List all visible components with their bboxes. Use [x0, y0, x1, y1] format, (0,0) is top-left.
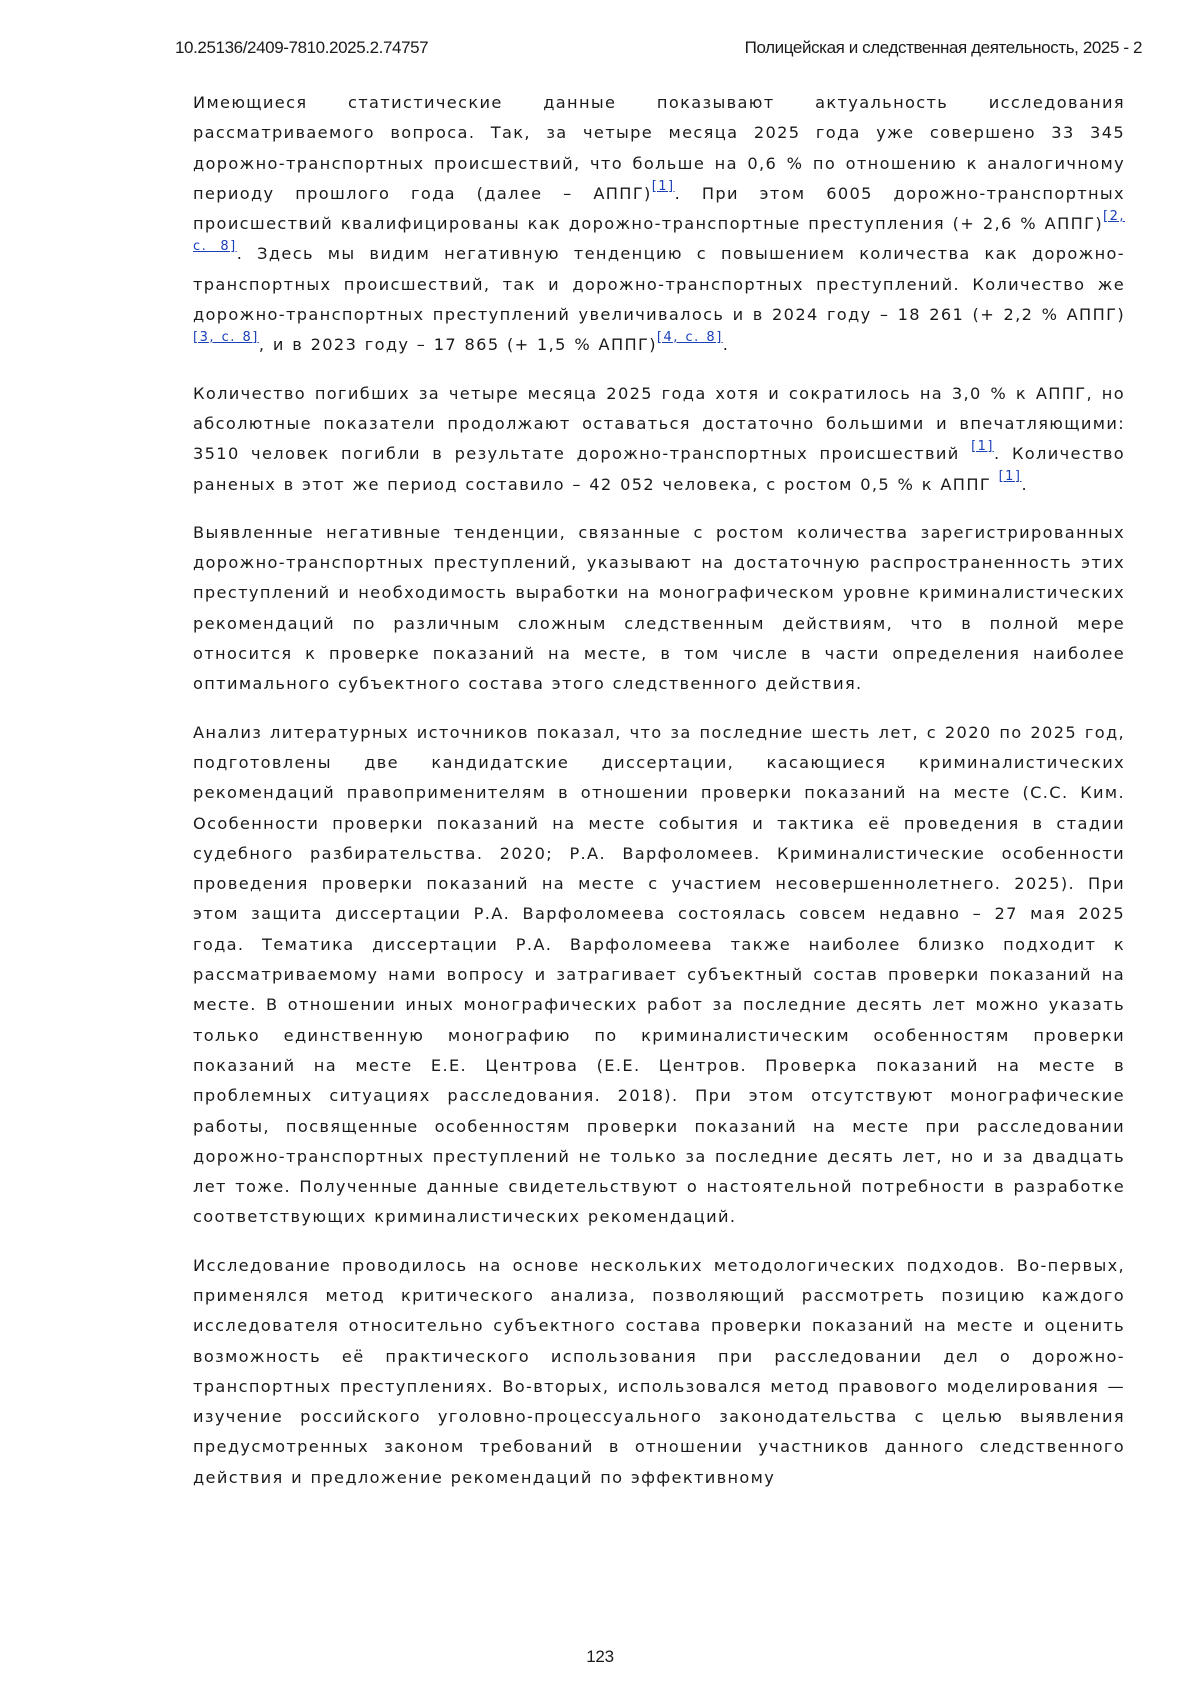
- paragraph-4: [193, 718, 1125, 1233]
- paragraph-text: Анализ литературных источников показал, что за последние шесть лет, с 2020 по 2025 год, подготовлены две кандидатские диссертации, касающиеся криминалистических рекомендаций правоприменителям в отношении проверки показаний на месте (С.С. Ким. Особенности проверки показаний на месте события и тактика её проведения в стадии судебного разбирательства. 2020; Р.А. Варфоломеев. Криминалистические особенности проведения проверки показаний на месте с участием несовершеннолетнего. 2025). При этом защита диссертации Р.А. Варфоломеева состоялась совсем недавно – 27 мая 2025 года. Тематика диссертации Р.А. Варфоломеева также наиболее близко подходит к рассматриваемому нами вопросу и затрагивает субъектный состав проверки показаний на месте. В отношении иных монографических работ за последние десять лет можно указать только единственную монографию по криминалистическим особенностям проверки показаний на месте Е.Е. Центрова (Е.Е. Центров. Проверка показаний на месте в проблемных ситуациях расследования. 2018). При этом отсутствуют монографические работы, посвященные особенностям проверки показаний на месте при расследовании дорожно-транспортных преступлений не только за последние десять лет, но и за двадцать лет тоже. Полученные данные свидетельствуют о настоятельной потребности в разработке соответствующих криминалистических рекомендаций.: [193, 722, 1125, 1227]
- paragraph-text: Имеющиеся статистические данные показывают актуальность исследования рассматриваемого вопроса. Так, за четыре месяца 2025 года уже совершено 33 345 дорожно-транспортных происшествий, что больше на 0,6 % по отношению к аналогичному периоду прошлого года (далее – АППГ): [193, 93, 1125, 203]
- paragraph-text: .: [1021, 474, 1028, 494]
- paragraph-text: , и в 2023 году – 17 865 (+ 1,5 % АППГ): [258, 335, 657, 355]
- reference-link[interactable]: [1]: [651, 178, 675, 194]
- paragraph-2: [193, 379, 1125, 500]
- paragraph-5: [193, 1251, 1125, 1493]
- reference-link[interactable]: [1]: [998, 469, 1022, 485]
- reference-link[interactable]: [2, с. 8]: [193, 208, 1125, 255]
- journal-title: Полицейская и следственная деятельность, 2025 - 2: [744, 38, 1142, 57]
- reference-link[interactable]: [4, с. 8]: [656, 329, 723, 345]
- paragraph-text: Исследование проводилось на основе нескольких методологических подходов. Во-первых, применялся метод критического анализа, позволяющий рассмотреть позицию каждого исследователя относительно субъектного состава проверки показаний на месте и оценить возможность её практического использования при расследовании дел о дорожно-транспортных преступлениях. Во-вторых, использовался метод правового моделирования — изучение российского уголовно-процессуального законодательства с целью выявления предусмотренных законом требований в отношении участников данного следственного действия и предложение рекомендаций по эффективному: [193, 1255, 1125, 1487]
- reference-link[interactable]: [1]: [971, 438, 994, 454]
- reference-link[interactable]: [3, с. 8]: [193, 329, 259, 345]
- paragraph-3: [193, 518, 1125, 700]
- article-body: [193, 88, 1125, 1511]
- paragraph-text: Выявленные негативные тенденции, связанные с ростом количества зарегистрированных дорожно-транспортных преступлений, указывают на достаточную распространенность этих преступлений и необходимость выработки на монографическом уровне криминалистических рекомендаций по различным сложным следственным действиям, что в полной мере относится к проверке показаний на месте, в том числе в части определения наиболее оптимального субъектного состава этого следственного действия.: [193, 522, 1125, 694]
- paragraph-text: . При этом 6005 дорожно-транспортных происшествий квалифицированы как дорожно-транспортные преступления (+ 2,6 % АППГ): [193, 183, 1125, 234]
- page-number: 123: [586, 1647, 614, 1666]
- paragraph-text: Количество погибших за четыре месяца 2025 года хотя и сократилось на 3,0 % к АППГ, но абсолютные показатели продолжают оставаться достаточно большими и впечатляющими: 3510 человек погибли в результате дорожно-транспортных происшествий: [193, 383, 1125, 464]
- running-header: [175, 38, 1142, 62]
- paragraph-1: [193, 88, 1125, 361]
- doi-label: 10.25136/2409-7810.2025.2.74757: [175, 38, 429, 57]
- paragraph-text: . Количество раненых в этот же период составило – 42 052 человека, с ростом 0,5 % к АППГ: [193, 444, 1125, 494]
- paragraph-text: .: [722, 335, 730, 355]
- paragraph-text: . Здесь мы видим негативную тенденцию с повышением количества как дорожно-транспортных происшествий, так и дорожно-транспортных преступлений. Количество же дорожно-транспортных преступлений увеличивалось и в 2024 году – 18 261 (+ 2,2 % АППГ): [193, 244, 1125, 325]
